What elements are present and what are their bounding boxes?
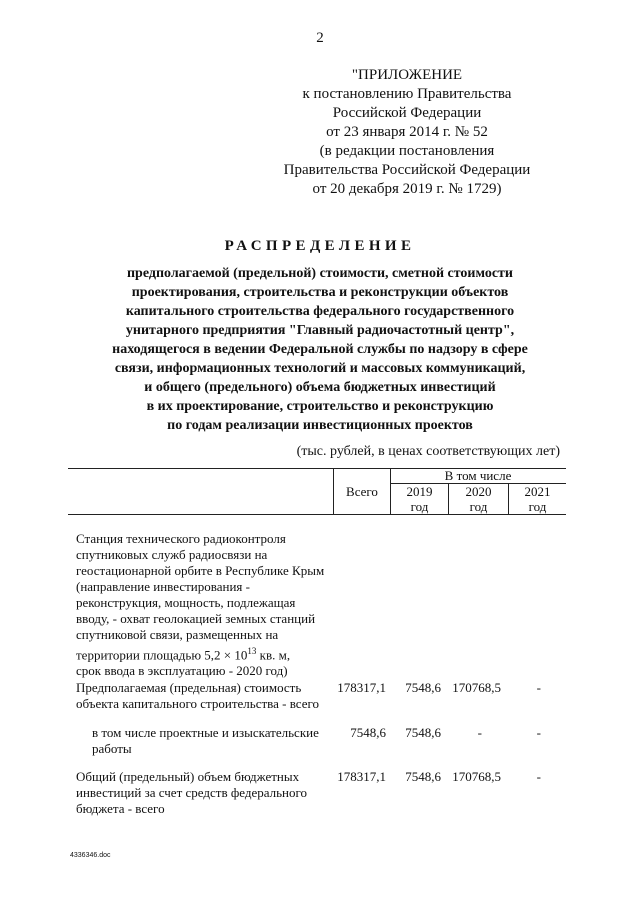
header-year-2020 bbox=[449, 484, 508, 514]
page-number: 2 bbox=[316, 30, 324, 46]
appendix-line: (в редакции постановления bbox=[319, 143, 495, 159]
appendix-line: от 20 декабря 2019 г. № 1729) bbox=[312, 181, 502, 197]
object-line: вводу, - охват геолокацией земных станций bbox=[76, 611, 316, 626]
object-area-exponent: 13 bbox=[247, 646, 257, 656]
cell-2021: - bbox=[536, 769, 541, 784]
row-label-line: Предполагаемая (предельная) стоимость bbox=[76, 680, 302, 695]
header-year-unit: год bbox=[469, 499, 488, 514]
document-subtitle bbox=[40, 264, 600, 435]
appendix-block bbox=[272, 66, 542, 199]
subtitle-line: связи, информационных технологий и массовых коммуникаций, bbox=[114, 361, 526, 376]
row-label-line: Общий (предельный) объем бюджетных bbox=[76, 769, 300, 784]
appendix-line: к постановлению Правительства bbox=[302, 86, 512, 102]
subtitle-line: предполагаемой (предельной) стоимости, сметной стоимости bbox=[126, 266, 514, 281]
appendix-line: Правительства Российской Федерации bbox=[283, 162, 531, 178]
cell-total: 7548,6 bbox=[350, 725, 386, 740]
cell-2021: - bbox=[536, 680, 541, 695]
subtitle-line: и общего (предельного) объема бюджетных инвестиций bbox=[144, 380, 496, 395]
document-id: 4336346.doc bbox=[70, 852, 111, 859]
appendix-line: от 23 января 2014 г. № 52 bbox=[326, 124, 488, 140]
subtitle-line: по годам реализации инвестиционных проектов bbox=[167, 418, 473, 433]
cell-2020: 170768,5 bbox=[452, 769, 501, 784]
row-label-line: бюджета - всего bbox=[76, 801, 165, 816]
object-area-unit: кв. м, bbox=[256, 647, 291, 663]
cell-2019: 7548,6 bbox=[405, 680, 441, 695]
header-year-unit: год bbox=[528, 499, 547, 514]
subtitle-line: находящегося в ведении Федеральной службы по надзору в сфере bbox=[112, 342, 528, 357]
row-label-line: в том числе проектные и изыскательские bbox=[92, 725, 319, 740]
subtitle-line: унитарного предприятия "Главный радиочастотный центр", bbox=[125, 323, 515, 338]
subtitle-line: капитального строительства федерального государственного bbox=[125, 304, 515, 319]
cell-2019: 7548,6 bbox=[405, 769, 441, 784]
cell-2021: - bbox=[536, 725, 541, 740]
cell-total: 178317,1 bbox=[337, 769, 386, 784]
row-label-line: инвестиций за счет средств федерального bbox=[76, 785, 307, 800]
object-line: Станция технического радиоконтроля bbox=[76, 531, 286, 546]
cell-total: 178317,1 bbox=[337, 680, 386, 695]
cell-2020: 170768,5 bbox=[452, 680, 501, 695]
object-line: геостационарной орбите в Республике Крым bbox=[76, 563, 325, 578]
header-total: Всего bbox=[346, 484, 378, 499]
row-label-line: работы bbox=[92, 741, 132, 756]
object-line: спутниковой связи, размещенных на bbox=[76, 627, 279, 642]
header-year: 2021 bbox=[524, 484, 551, 499]
object-area-text: территории площадью 5,2 × 10 bbox=[76, 647, 248, 663]
subtitle-line: в их проектирование, строительство и реконструкцию bbox=[146, 399, 494, 414]
object-line: реконструкция, мощность, подлежащая bbox=[76, 595, 296, 610]
appendix-line: "ПРИЛОЖЕНИЕ bbox=[351, 67, 463, 83]
row-label-line: объекта капитального строительства - всего bbox=[76, 696, 319, 711]
table-row-label bbox=[92, 725, 319, 757]
header-year-2021 bbox=[509, 484, 566, 514]
appendix-line: Российской Федерации bbox=[332, 105, 482, 121]
header-year-2019 bbox=[391, 484, 448, 514]
object-line-area bbox=[76, 643, 324, 663]
header-year: 2020 bbox=[465, 484, 492, 499]
units-note: (тыс. рублей, в ценах соответствующих лет) bbox=[296, 444, 560, 459]
object-line: спутниковых служб радиосвязи на bbox=[76, 547, 268, 562]
cell-2020: - bbox=[477, 725, 482, 740]
header-year: 2019 bbox=[406, 484, 433, 499]
table-row-label bbox=[76, 769, 307, 817]
subtitle-line: проектирования, строительства и реконструкции объектов bbox=[131, 285, 509, 300]
header-year-unit: год bbox=[410, 499, 429, 514]
table-header-bottom-rule bbox=[68, 514, 566, 515]
object-description bbox=[76, 531, 324, 679]
object-line: (направление инвестирования - bbox=[76, 579, 250, 594]
cell-2019: 7548,6 bbox=[405, 725, 441, 740]
header-group: В том числе bbox=[444, 468, 512, 483]
object-line: срок ввода в эксплуатацию - 2020 год) bbox=[76, 663, 288, 679]
table-row-label bbox=[76, 680, 319, 712]
document-title: РАСПРЕДЕЛЕНИЕ bbox=[224, 238, 416, 254]
